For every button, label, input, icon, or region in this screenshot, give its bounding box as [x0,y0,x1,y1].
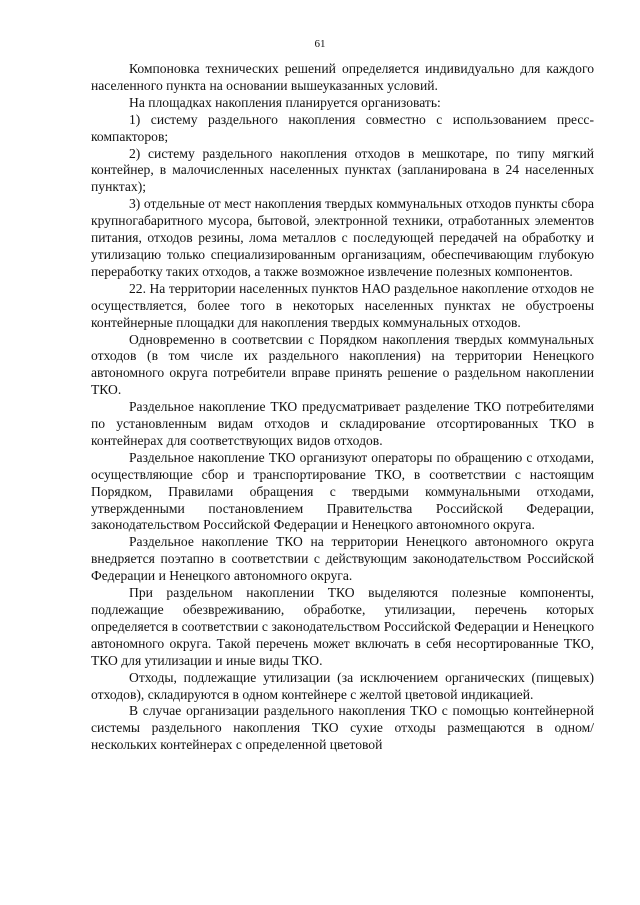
paragraph: На площадках накопления планируется организовать: [129,94,441,110]
page-number: 61 [314,38,326,50]
paragraph: В случае организации раздельного накопления ТКО с помощью контейнерной системы раздельного накопления ТКО сухие отходы размещаются в одном/нескольких контейнерах с определенной цветовой [91,703,594,753]
paragraph: Раздельное накопление ТКО предусматривает разделение ТКО потребителями по установленным видам отходов и складирование отсортированных ТКО в контейнерах для соответствующих видов отходов. [91,399,594,448]
list-item-paragraph: 3) отдельные от мест накопления твердых коммунальных отходов пункты сбора крупногабаритного мусора, бытовой, электронной техники, отработанных элементов питания, отходов резины, лома металлов с последующей передачей на обработку и утилизацию только специализированным организациям, обеспечивающим глубокую переработку таких отходов, а также возможное извлечение полезных компонентов. [91,196,594,279]
paragraph: Компоновка технических решений определяется индивидуально для каждого населенного пункта на основании вышеуказанных условий. [91,61,594,93]
document-body [91,61,594,754]
paragraph: Раздельное накопление ТКО на территории Ненецкого автономного округа внедряется поэтапно в соответствии с действующим законодательством Российской Федерации и Ненецкого автономного округа. [91,534,594,584]
paragraph: Одновременно в соответсвии с Порядком накопления твердых коммунальных отходов (в том числе их раздельного накопления) на территории Ненецкого автономного округа потребители вправе принять решение о раздельном накоплении ТКО. [91,331,594,398]
numbered-paragraph: 22. На территории населенных пунктов НАО раздельное накопление отходов не осуществляется, более того в некоторых населенных пунктах не обустроены контейнерные площадки для накопления твердых коммунальных отходов. [91,280,594,330]
list-item-paragraph: 2) систему раздельного накопления отходов в мешкотаре, по типу мягкий контейнер, в малочисленных населенных пунктах (запланирована в 24 населенных пунктах); [91,145,594,195]
paragraph: При раздельном накоплении ТКО выделяются полезные компоненты, подлежащие обезвреживанию, обработке, утилизации, перечень которых определяется в соответствии с законодательством Российской Федерации и Ненецкого автономного округа. Такой перечень может включать в себя несортированные ТКО, ТКО для утилизации и иные виды ТКО. [91,585,594,668]
paragraph: Отходы, подлежащие утилизации (за исключением органических (пищевых) отходов), складируются в одном контейнере с желтой цветовой индикацией. [91,669,594,702]
list-item-paragraph: 1) систему раздельного накопления совместно с использованием пресс-компакторов; [91,111,594,144]
paragraph: Раздельное накопление ТКО организуют операторы по обращению с отходами, осуществляющие сбор и транспортирование ТКО, в соответствии с настоящим Порядком, Правилами обращения с твердыми коммунальными отходами, утвержденными постановлением Правительства Российской Федерации, законодательством Российской Федерации и Ненецкого автономного округа. [91,449,594,533]
